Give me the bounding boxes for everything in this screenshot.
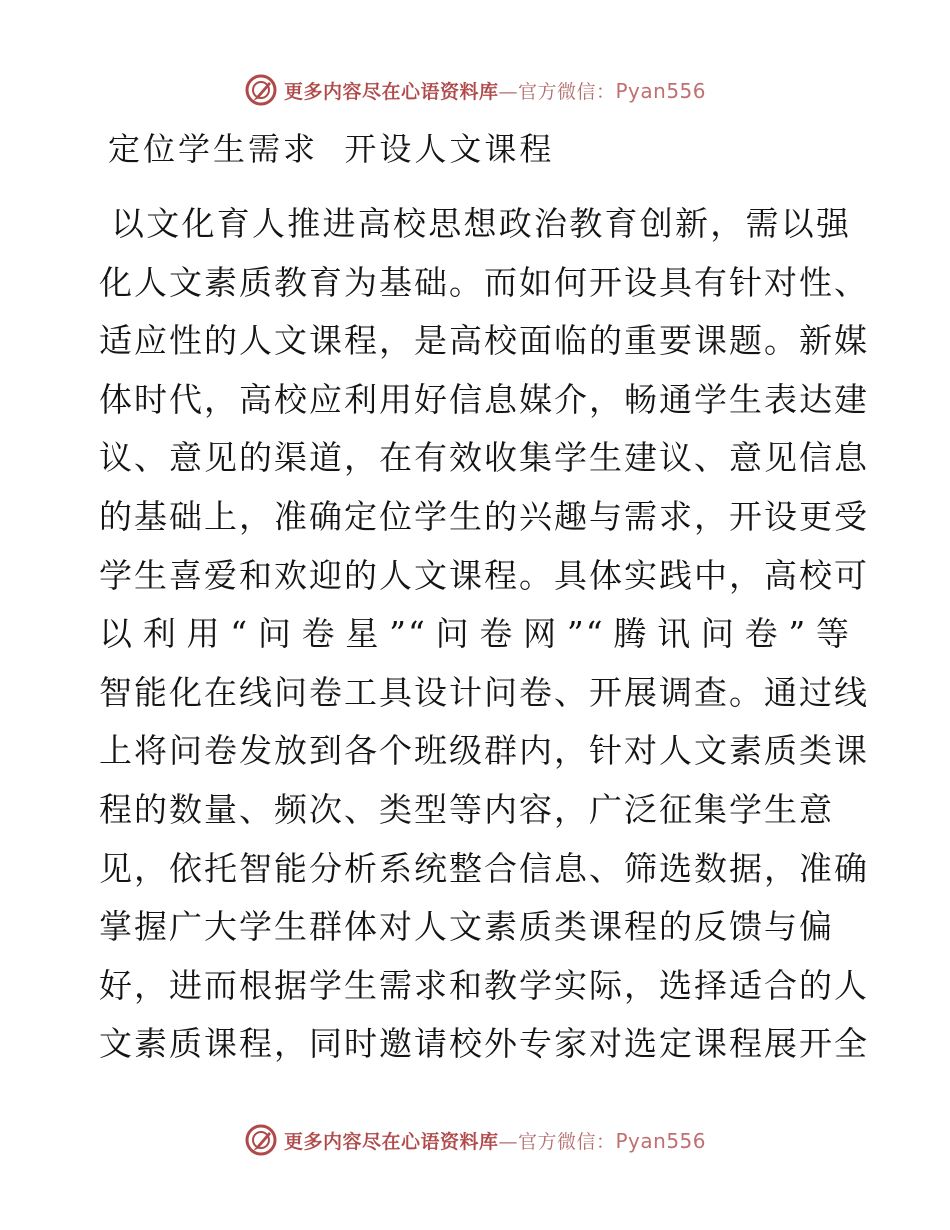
text-line: 智能化在线问卷工具设计问卷、开展调查。通过线 [99, 672, 869, 712]
text-line: 适应性的人文课程，是高校面临的重要课题。新媒 [99, 321, 869, 361]
text-line: 好，进而根据学生需求和教学实际，选择适合的人 [99, 965, 869, 1005]
footer-watermark [0, 1120, 950, 1160]
watermark-brand: 更多内容尽在心语资料库 [283, 1130, 499, 1153]
text-line: 文素质课程，同时邀请校外专家对选定课程展开全 [99, 1024, 869, 1064]
text-line: 议、意见的渠道，在有效收集学生建议、意见信息 [99, 438, 869, 478]
text-line: 程的数量、频次、类型等内容，广泛征集学生意 [99, 789, 834, 829]
watermark-text [284, 1127, 706, 1154]
watermark-dash: — [498, 1130, 518, 1153]
seal-logo-icon [244, 73, 278, 107]
text-line: 见，依托智能分析系统整合信息、筛选数据，准确 [99, 848, 869, 888]
watermark-text [284, 77, 706, 104]
watermark-wechat-id: Pyan556 [615, 78, 707, 103]
watermark-dash: — [498, 80, 518, 103]
text-line: 以利用“问卷星”“问卷网”“腾讯问卷”等 [99, 614, 851, 654]
seal-logo-icon [244, 1123, 278, 1157]
text-line: 体时代，高校应利用好信息媒介，畅通学生表达建 [99, 379, 869, 419]
header-watermark [0, 70, 950, 110]
watermark-official-label: 官方微信： [517, 80, 616, 103]
text-line: 化人文素质教育为基础。而如何开设具有针对性、 [99, 262, 869, 302]
body-paragraph [99, 195, 869, 1074]
watermark-wechat-id: Pyan556 [615, 1128, 707, 1153]
text-line: 学生喜爱和欢迎的人文课程。具体实践中，高校可 [99, 555, 869, 595]
watermark-brand: 更多内容尽在心语资料库 [283, 80, 499, 103]
text-line: 以文化育人推进高校思想政治教育创新，需以强 [111, 204, 851, 243]
text-line: 的基础上，准确定位学生的兴趣与需求，开设更受 [99, 496, 869, 536]
text-line: 上将问卷发放到各个班级群内，针对人文素质类课 [99, 731, 869, 771]
text-line: 掌握广大学生群体对人文素质类课程的反馈与偏 [99, 907, 834, 947]
page-title: 定位学生需求 开设人文课程 [108, 130, 555, 168]
watermark-official-label: 官方微信： [517, 1130, 616, 1153]
